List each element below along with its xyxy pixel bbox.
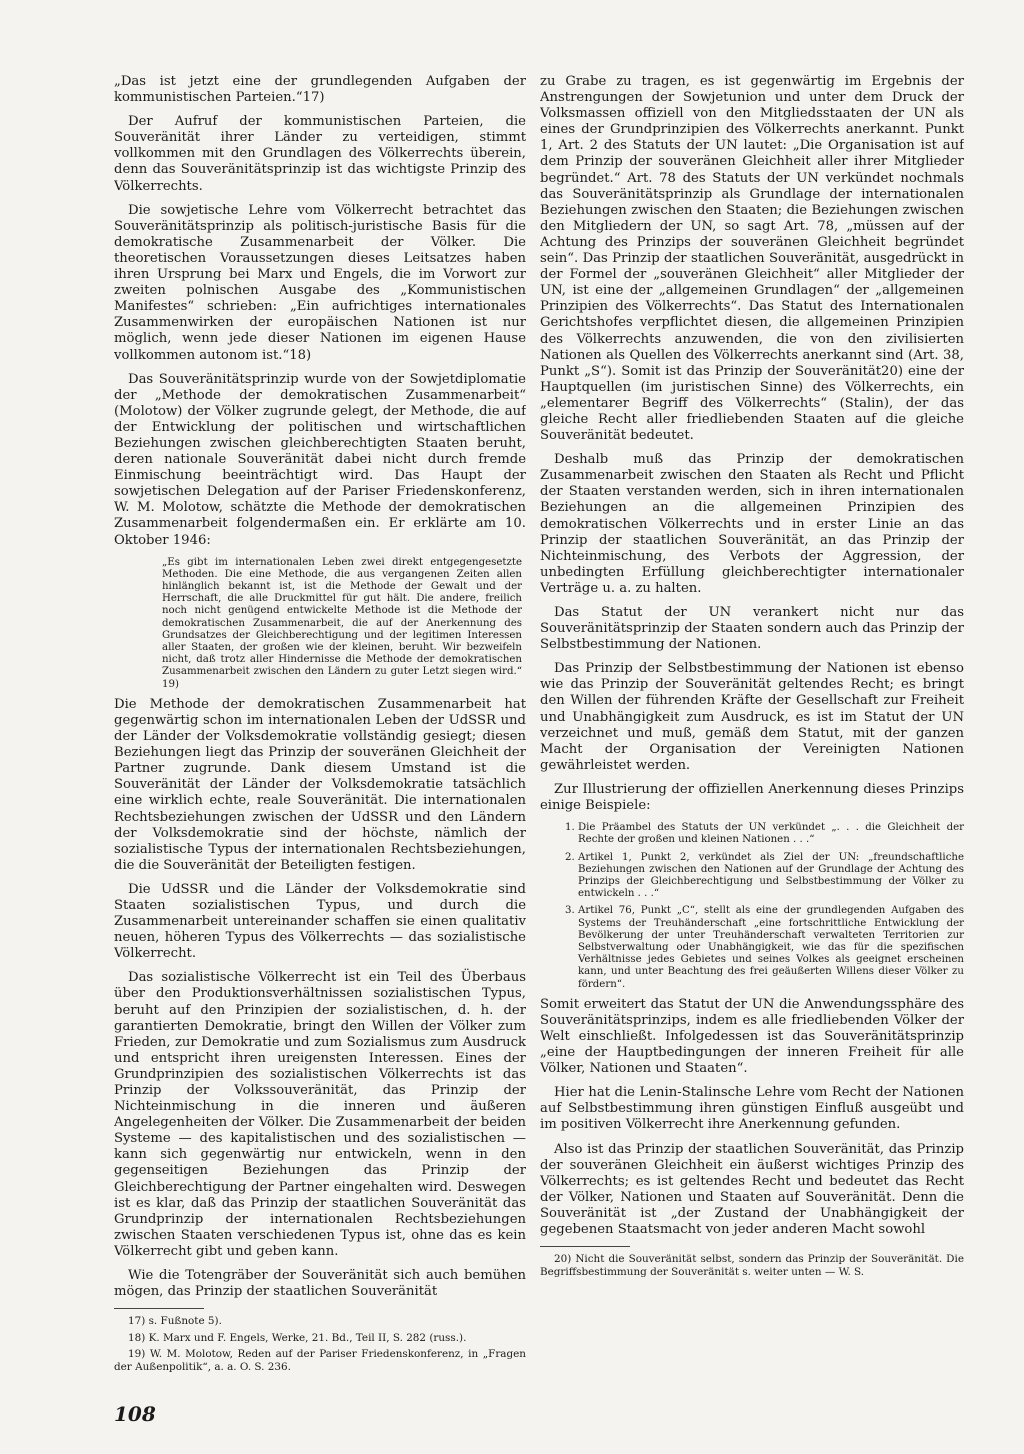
paragraph: Das sozialistische Völkerrecht ist ein Teil des Überbaus über den Produktionsverhältnissen sozialistischen Typus, beruht auf den Prinzipien der sozialistischen, d. h. der garantierten Demokratie, bringt den Willen der Völker zum Frieden, zur Demokratie und zum Sozialismus zum Ausdruck und entspricht ihren ureigensten Interessen. Eines der Grundprinzipien des sozialistischen Völkerrechts ist das Prinzip der Volkssouveränität, das Prinzip der Nichteinmischung in die inneren und äußeren Angelegenheiten der Völker. Die Zusammenarbeit der beiden Systeme — des kapitalistischen und des sozialistischen — kann sich gegenwärtig nur entwickeln, wenn in den gegenseitigen Beziehungen das Prinzip der Gleichberechtigung der Partner eingehalten wird. Deswegen ist es klar, daß das Prinzip der staatlichen Souveränität das Grundprinzip der internationalen Rechtsbeziehungen zwischen Staaten verschiedenen Typus ist, ohne das es kein Völkerrecht gibt und geben kann. [114,970,526,1259]
footnote-divider [540,1246,630,1247]
paragraph: Deshalb muß das Prinzip der demokratischen Zusammenarbeit zwischen den Staaten als Recht und Pflicht der Staaten verstanden werden, sich in ihren internationalen Beziehungen an die allgemeinen Prinzipien des demokratischen Völkerrechts und in erster Linie an das Prinzip der staatlichen Souveränität, an das Prinzip der Nichteinmischung, des Verbots der Aggression, der unbedingten Erfüllung gleichberechtigter internationaler Verträge u. a. zu halten. [540,452,964,596]
examples-list [540,822,964,991]
paragraph: Das Souveränitätsprinzip wurde von der Sowjetdiplomatie der „Methode der demokratischen Zusammenarbeit“ (Molotow) der Völker zugrunde gelegt, der Methode, die auf der Entwicklung der politischen und wirtschaftlichen Beziehungen zwischen gleichberechtigten Staaten beruht, deren nationale Souveränität dabei nicht durch fremde Einmischung beeinträchtigt wird. Das Haupt der sowjetischen Delegation auf der Pariser Friedenskonferenz, W. M. Molotow, schätzte die Methode der demokratischen Zusammenarbeit folgendermaßen ein. Er erklärte am 10. Oktober 1946: [114,371,526,548]
paragraph: Wie die Totengräber der Souveränität sich auch bemühen mögen, das Prinzip der staatlichen Souveränität [114,1268,526,1300]
paragraph: zu Grabe zu tragen, es ist gegenwärtig im Ergebnis der Anstrengungen der Sowjetunion und unter dem Druck der Volksmassen offiziell von den Mitgliedsstaaten der UN als eines der Grundprinzipien des Völkerrechts anerkannt. Punkt 1, Art. 2 des Statuts der UN lautet: „Die Organisation ist auf dem Prinzip der souveränen Gleichheit aller ihrer Mitglieder begründet.“ Art. 78 des Statuts der UN verkündet nochmals das Souveränitätsprinzip als Grundlage der internationalen Beziehungen zwischen den Staaten; die Beziehungen zwischen den Mitgliedern der UN, so sagt Art. 78, „müssen auf der Achtung des Prinzips der souveränen Gleichheit begründet sein“. Das Prinzip der staatlichen Souveränität, ausgedrückt in der Formel der „souveränen Gleichheit“ aller Mitglieder der UN, ist eine der „allgemeinen Grundlagen“ der „allgemeinen Prinzipien des Völkerrechts“. Das Statut des Internationalen Gerichtshofes verpflichtet diesen, die allgemeinen Prinzipien des Völkerrechts anzuwenden, die von den zivilisierten Nationen als Quellen des Völkerrechts anerkannt sind (Art. 38, Punkt „S“). Somit ist das Prinzip der Souveränität20) eine der Hauptquellen (im juristischen Sinne) des Völkerrechts, ein „elementarer Begriff des Völkerrechts“ (Stalin), der das gleiche Recht aller friedliebenden Staaten auf die gleiche Souveränität bedeutet. [540,74,964,444]
paragraph: Zur Illustrierung der offiziellen Anerkennung dieses Prinzips einige Beispiele: [540,781,964,814]
paragraph: Das Prinzip der Selbstbestimmung der Nationen ist ebenso wie das Prinzip der Souveränität geltendes Recht; es bringt den Willen der führenden Kräfte der Gesellschaft zur Freiheit und Unabhängigkeit zum Ausdruck, es ist im Statut der UN verzeichnet und muß, gemäß dem Statut, mit der ganzen Macht der Organisation der Vereinigten Nationen gewährleistet werden. [540,661,964,773]
paragraph: Also ist das Prinzip der staatlichen Souveränität, das Prinzip der souveränen Gleichheit ein äußerst wichtiges Prinzip des Völkerrechts; es ist geltendes Recht und bedeutet das Recht der Völker, Nationen und Staaten auf Souveränität. Denn die Souveränität ist „der Zustand der Unabhängigkeit der gegebenen Staatsmacht von jeder anderen Macht sowohl [540,1141,964,1237]
molotow-quote: „Es gibt im internationalen Leben zwei direkt entgegengesetzte Methoden. Die eine Methode, die aus vergangenen Zeiten allen hinlänglich bekannt ist, ist die Methode der Gewalt und der Herrschaft, die alle Druckmittel für gut hält. Die andere, freilich noch nicht genügend entwickelte Methode ist die Methode der demokratischen Zusammenarbeit, die auf der Anerkennung des Grundsatzes der Gleichberechtigung und der legitimen Interessen aller Staaten, der großen wie der kleinen, beruht. Wir bezweifeln nicht, daß trotz aller Hindernisse die Methode der demokratischen Zusammenarbeit zwischen den Ländern zu guter Letzt siegen wird.“ 19) [162,556,522,690]
right-column [540,74,964,1404]
left-column [114,74,526,1404]
list-item: 3. Artikel 76, Punkt „C“, stellt als eine der grundlegenden Aufgaben des Systems der Treuhänderschaft „eine fortschrittliche Entwicklung der Bevölkerung der unter Treuhänderschaft verwalteten Territorien zur Selbstverwaltung oder Unabhängigkeit, wie das für die spezifischen Verhältnisse jedes Gebietes und seines Volkes als geeignet erscheinen kann, und unter Beachtung des frei geäußerten Willens dieser Völker zu fördern“. [578,905,964,990]
footnote: 17) s. Fußnote 5). [128,1315,222,1328]
paragraph: Die UdSSR und die Länder der Volksdemokratie sind Staaten sozialistischen Typus, und durch die Zusammenarbeit untereinander schaffen sie einen qualitativ neuen, höheren Typus des Völkerrechts — das sozialistische Völkerrecht. [114,881,526,962]
footnote: 18) K. Marx und F. Engels, Werke, 21. Bd., Teil II, S. 282 (russ.). [128,1331,467,1344]
paragraph: Die sowjetische Lehre vom Völkerrecht betrachtet das Souveränitätsprinzip als politisch-juristische Basis für die demokratische Zusammenarbeit der Völker. Die theoretischen Voraussetzungen dieses Leitsatzes haben ihren Ursprung bei Marx und Engels, die im Vorwort zur zweiten polnischen Ausgabe des „Kommunistischen Manifestes“ schrieben: „Ein aufrichtiges internationales Zusammenwirken der europäischen Nationen ist nur möglich, wenn jede dieser Nationen im eigenen Hause vollkommen autonom ist.“18) [114,202,526,363]
footnote: 19) W. M. Molotow, Reden auf der Pariser Friedenskonferenz, in „Fragen der Außenpolitik“, a. a. O. S. 236. [114,1348,526,1374]
paragraph: Hier hat die Lenin-Stalinsche Lehre vom Recht der Nationen auf Selbstbestimmung ihren günstigen Einfluß ausgeübt und im positiven Völkerrecht ihre Anerkennung gefunden. [540,1085,964,1133]
footnote-divider [114,1308,204,1309]
footnote: 20) Nicht die Souveränität selbst, sondern das Prinzip der Souveränität. Die Begriffsbestimmung der Souveränität s. weiter unten — W. S. [540,1253,964,1278]
list-item: 2. Artikel 1, Punkt 2, verkündet als Ziel der UN: „freundschaftliche Beziehungen zwischen den Nationen auf der Grundlage der Achtung des Prinzips der Gleichberechtigung und Selbstbestimmung der Völker zu entwickeln . . .“ [578,852,964,901]
page-number: 108 [114,1402,156,1426]
list-item: 1. Die Präambel des Statuts der UN verkündet „. . . die Gleichheit der Rechte der großen und kleinen Nationen . . .“ [578,822,964,846]
paragraph: Der Aufruf der kommunistischen Parteien, die Souveränität ihrer Länder zu verteidigen, stimmt vollkommen mit den Grundlagen des Völkerrechts überein, denn das Souveränitätsprinzip ist das wichtigste Prinzip des Völkerrechts. [114,114,526,194]
paragraph: Die Methode der demokratischen Zusammenarbeit hat gegenwärtig schon im internationalen Leben der UdSSR und der Länder der Volksdemokratie vollständig gesiegt; diesen Beziehungen liegt das Prinzip der souveränen Gleichheit der Partner zugrunde. Dank diesem Umstand ist die Souveränität der Länder der Volksdemokratie tatsächlich eine wirklich echte, reale Souveränität. Die internationalen Rechtsbeziehungen zwischen der UdSSR und den Ländern der Volksdemokratie sind der höchste, nämlich der sozialistische Typus der internationalen Rechtsbeziehungen, die die Souveränität der Beteiligten festigen. [114,696,526,873]
paragraph: Das Statut der UN verankert nicht nur das Souveränitätsprinzip der Staaten sondern auch das Prinzip der Selbstbestimmung der Nationen. [540,605,964,653]
paragraph: „Das ist jetzt eine der grundlegenden Aufgaben der kommunistischen Parteien.“17) [114,74,526,106]
paragraph: Somit erweitert das Statut der UN die Anwendungssphäre des Souveränitätsprinzips, indem es alle friedliebenden Völker der Welt einschließt. Infolgedessen ist das Souveränitätsprinzip „eine der Hauptbedingungen der inneren Freiheit für alle Völker, Nationen und Staaten“. [540,996,964,1077]
